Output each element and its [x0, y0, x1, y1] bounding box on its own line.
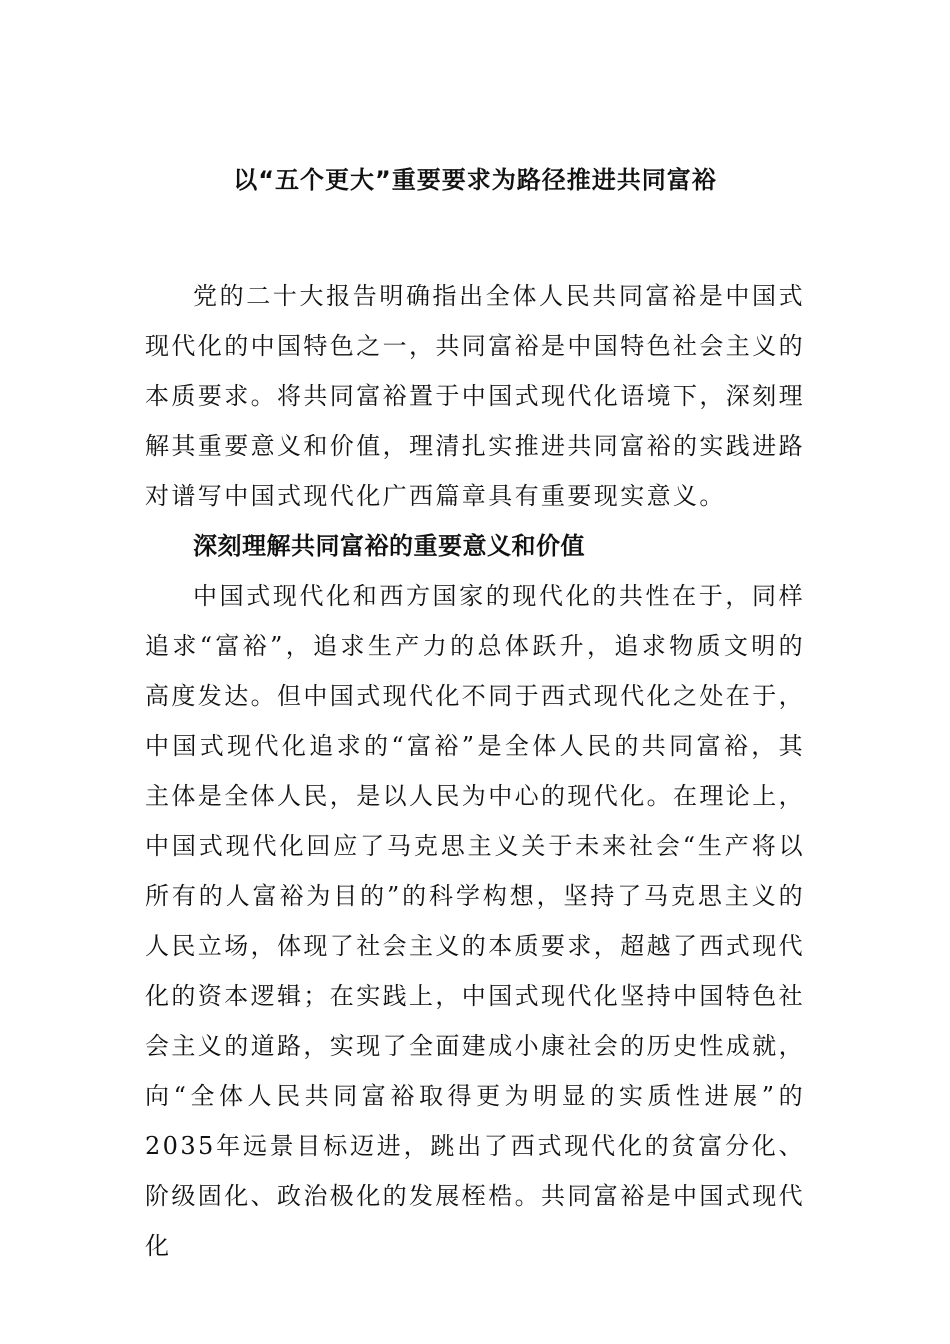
document-body: [145, 271, 805, 1271]
section-heading: 深刻理解共同富裕的重要意义和价值: [193, 532, 585, 560]
document-title: 以“五个更大”重要要求为路径推进共同富裕: [233, 166, 717, 194]
section-paragraph: 中国式现代化和西方国家的现代化的共性在于，同样追求“富裕”，追求生产力的总体跃升，追求物质文明的高度发达。但中国式现代化不同于西式现代化之处在于，中国式现代化追求的“富裕”是全体人民的共同富裕，其主体是全体人民，是以人民为中心的现代化。在理论上，中国式现代化回应了马克思主义关于未来社会“生产将以所有的人富裕为目的”的科学构想，坚持了马克思主义的人民立场，体现了社会主义的本质要求，超越了西式现代化的资本逻辑；在实践上，中国式现代化坚持中国特色社会主义的道路，实现了全面建成小康社会的历史性成就，向“全体人民共同富裕取得更为明显的实质性进展”的2035年远景目标迈进，跳出了西式现代化的贫富分化、阶级固化、政治极化的发展桎梏。共同富裕是中国式现代化: [145, 582, 805, 1260]
intro-paragraph: 党的二十大报告明确指出全体人民共同富裕是中国式现代化的中国特色之一，共同富裕是中国特色社会主义的本质要求。将共同富裕置于中国式现代化语境下，深刻理解其重要意义和价值，理清扎实推进共同富裕的实践进路对谱写中国式现代化广西篇章具有重要现实意义。: [145, 282, 805, 510]
